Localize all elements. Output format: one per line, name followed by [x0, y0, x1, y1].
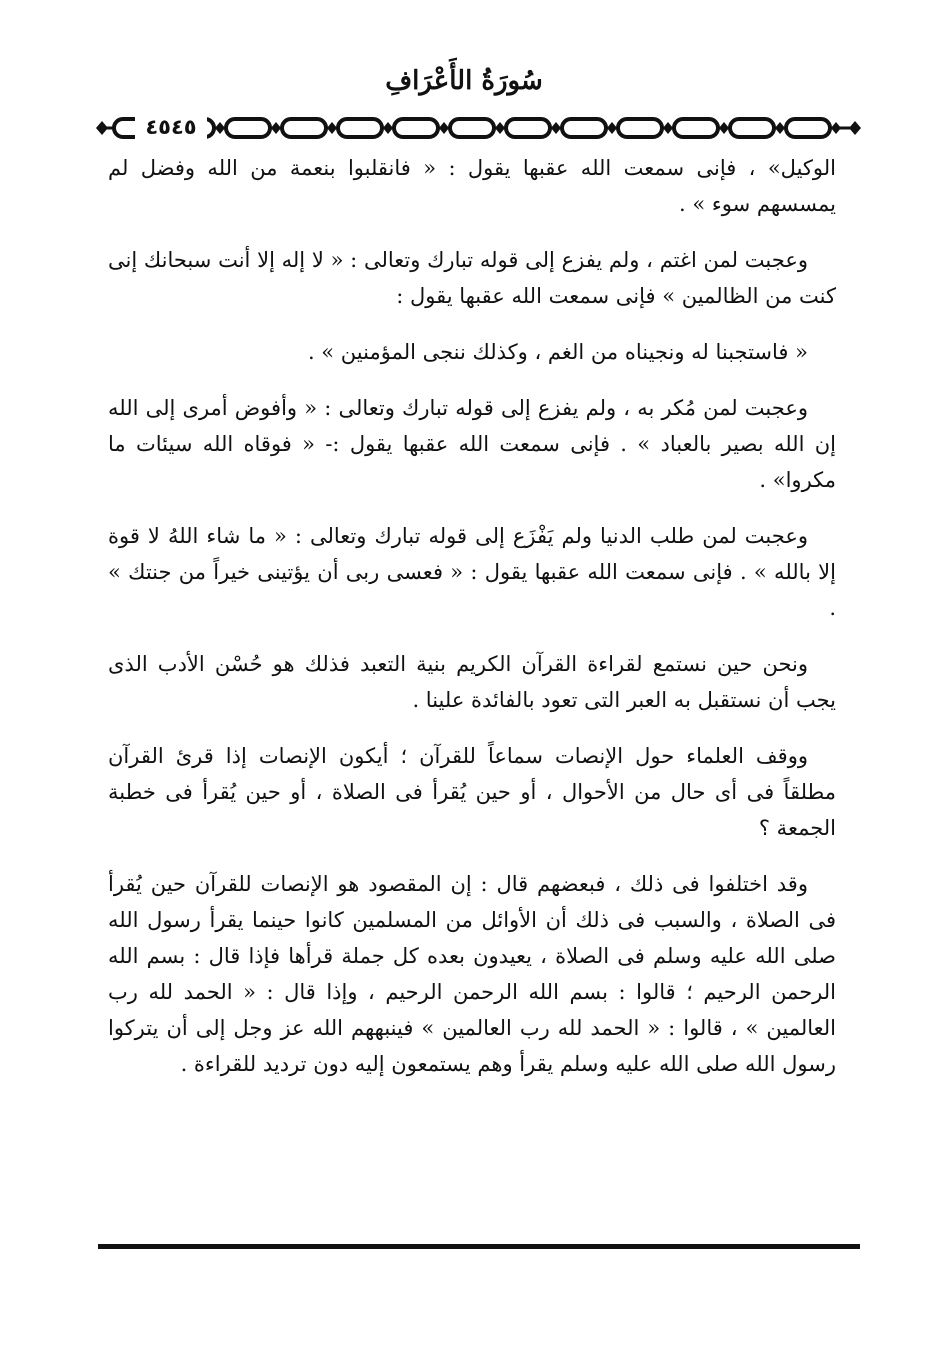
surah-title: سُورَةُ الأَعْرَافِ	[385, 66, 543, 96]
diamond-ornament	[215, 122, 225, 134]
paragraph: ونحن حين نستمع لقراءة القرآن الكريم بنية التعبد فذلك هو حُسْن الأدب الذى يجب أن نستقبل به العبر التى تعود بالفائدة علينا .	[108, 652, 836, 712]
paragraph: الوكيل» ، فإنى سمعت الله عقبها يقول : « فانقلبوا بنعمة من الله وفضل لم يمسسهم سوء » .	[108, 156, 836, 216]
paragraph: ووقف العلماء حول الإنصات سماعاً للقرآن ؛ أيكون الإنصات إذا قرئ القرآن مطلقاً فى أى حال من الأحوال ، أو حين يُقرأ فى الصلاة ، أو حين يُقرأ فى خطبة الجمعة ؟	[108, 744, 836, 840]
paragraph: وعجبت لمن طلب الدنيا ولم يَفْزَع إلى قوله تبارك وتعالى : « ما شاء اللهُ لا قوة إلا بالله » . فإنى سمعت الله عقبها يقول : « فعسى ربى أن يؤتينى خيراً من جنتك » .	[108, 524, 836, 620]
paragraph: وقد اختلفوا فى ذلك ، فبعضهم قال : إن المقصود هو الإنصات للقرآن حين يُقرأ فى الصلاة ، والسبب فى ذلك أن الأوائل من المسلمين كانوا حينما يقرأ رسول الله صلى الله عليه وسلم فى الصلاة ، يعيدون بعده كل جملة قرأها فإذا قال : بسم الله الرحمن الرحيم ؛ قالوا : بسم الله الرحمن الرحيم ، وإذا قال : « الحمد لله رب العالمين » ، قالوا : « الحمد لله رب العالمين » فينبههم الله عز وجل إلى أن يتركوا رسول الله صلى الله عليه وسلم يقرأ وهم يستمعون إليه دون ترديد للقراءة .	[108, 872, 836, 1076]
ornamental-border	[96, 114, 861, 142]
paragraph: وعجبت لمن مُكر به ، ولم يفزع إلى قوله تبارك وتعالى : « وأفوض أمرى إلى الله إن الله بصير بالعباد » . فإنى سمعت الله عقبها يقول :- « فوقاه الله سيئات ما مكروا» .	[108, 396, 836, 492]
chain-link-ornament	[506, 119, 550, 137]
diamond-ornament	[327, 122, 337, 134]
footer-rule	[98, 1244, 860, 1249]
chain-link-ornament	[730, 119, 774, 137]
diamond-ornament	[495, 122, 505, 134]
chain-link-ornament	[450, 119, 494, 137]
page-number: ٤٥٤٥	[135, 113, 207, 141]
chain-link-ornament	[786, 119, 830, 137]
diamond-ornament	[607, 122, 617, 134]
diamond-ornament	[271, 122, 281, 134]
diamond-ornament	[663, 122, 673, 134]
paragraph: وعجبت لمن اغتم ، ولم يفزع إلى قوله تبارك وتعالى : « لا إله إلا أنت سبحانك إنى كنت من الظالمين » فإنى سمعت الله عقبها يقول :	[108, 248, 836, 308]
end-cap-ornament	[849, 121, 861, 135]
diamond-ornament	[439, 122, 449, 134]
end-cap-ornament	[96, 121, 108, 135]
diamond-ornament	[551, 122, 561, 134]
chain-link-ornament	[674, 119, 718, 137]
quran-quote-paragraph: « فاستجبنا له ونجيناه من الغم ، وكذلك ننجى المؤمنين » .	[307, 340, 808, 364]
diamond-ornament	[719, 122, 729, 134]
chain-link-ornament	[338, 119, 382, 137]
chain-link-ornament	[562, 119, 606, 137]
chain-link-ornament	[282, 119, 326, 137]
chain-link-ornament	[394, 119, 438, 137]
diamond-ornament	[775, 122, 785, 134]
diamond-ornament	[383, 122, 393, 134]
page-body	[108, 148, 836, 1102]
chain-link-ornament	[226, 119, 270, 137]
diamond-ornament	[831, 122, 841, 134]
chain-link-ornament	[618, 119, 662, 137]
